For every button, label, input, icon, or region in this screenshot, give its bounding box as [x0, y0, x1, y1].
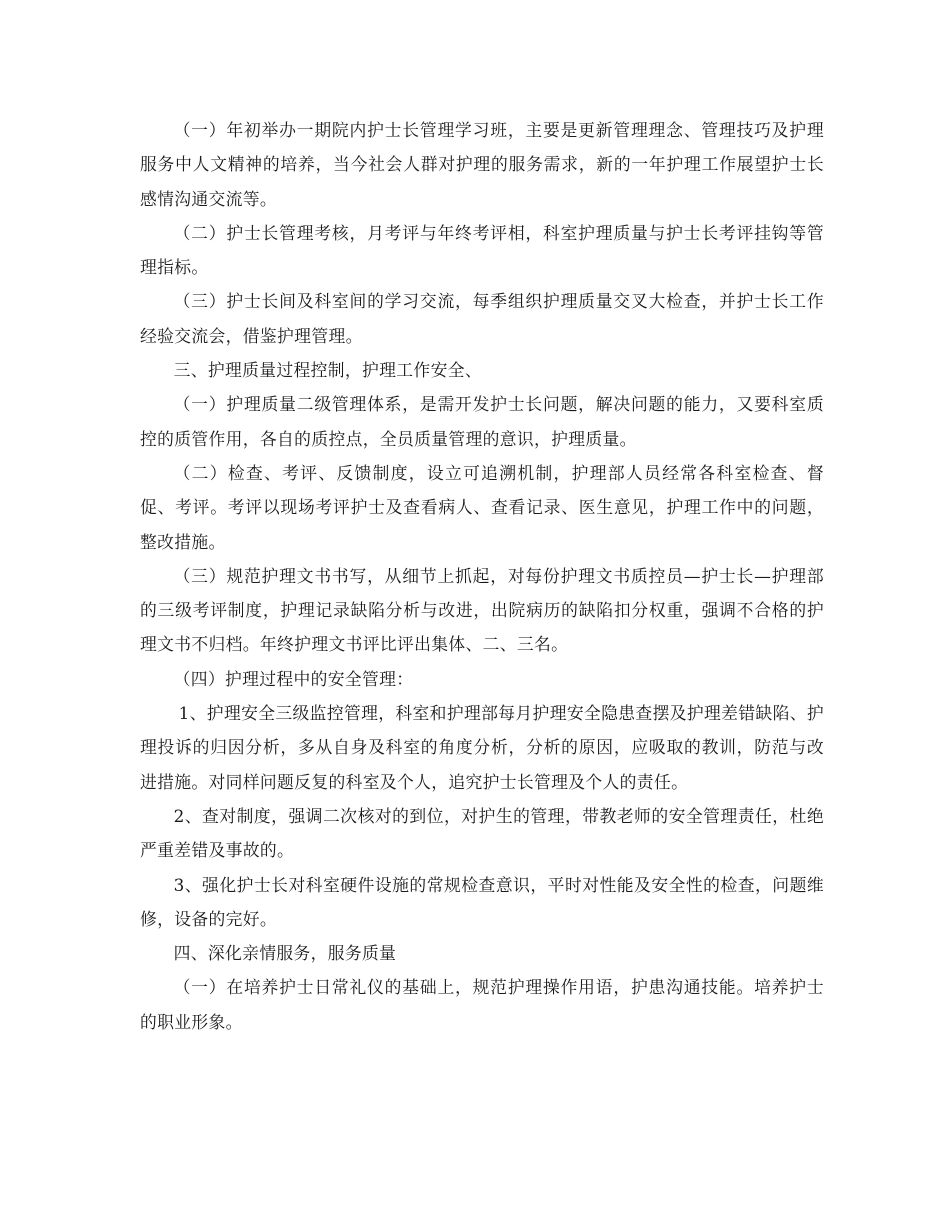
- section-heading-4: 四、深化亲情服务，服务质量: [173, 943, 397, 964]
- document-body: [140, 113, 824, 1039]
- section-heading-3: 三、护理质量过程控制，护理工作安全、: [173, 360, 482, 381]
- paragraph-7: 1、护理安全三级监控管理，科室和护理部每月护理安全隐患查摆及护理差错缺陷、护理投诉的归因分析，多从自身及科室的角度分析，分析的原因，应吸取的教训，防范与改进措施。对同样问题反复的科室及个人，追究护士长管理及个人的责任。: [140, 703, 824, 792]
- paragraph-8: 2、查对制度，强调二次核对的到位，对护生的管理，带教老师的安全管理责任，杜绝严重差错及事故的。: [140, 805, 824, 861]
- paragraph-5: （二）检查、考评、反馈制度，设立可追溯机制，护理部人员经常各科室检查、督促、考评。考评以现场考评护士及查看病人、查看记录、医生意见，护理工作中的问题，整改措施。: [140, 462, 824, 552]
- paragraph-9: 3、强化护士长对科室硬件设施的常规检查意识，平时对性能及安全性的检查，问题维修，设备的完好。: [140, 874, 824, 929]
- paragraph-1: （一）年初举办一期院内护士长管理学习班，主要是更新管理理念、管理技巧及护理服务中人文精神的培养，当今社会人群对护理的服务需求，新的一年护理工作展望护士长感情沟通交流等。: [140, 120, 824, 209]
- paragraph-6: （三）规范护理文书书写，从细节上抓起，对每份护理文书质控员—护士长—护理部的三级考评制度，护理记录缺陷分析与改进，出院病历的缺陷扣分权重，强调不合格的护理文书不归档。年终护理文书评比评出集体、二、三名。: [140, 565, 824, 655]
- paragraph-3: （三）护士长间及科室间的学习交流，每季组织护理质量交叉大检查，并护士长工作经验交流会，借鉴护理管理。: [140, 291, 824, 346]
- paragraph-4: （一）护理质量二级管理体系，是需开发护士长问题，解决问题的能力，又要科室质控的质管作用，各自的质控点，全员质量管理的意识，护理质量。: [140, 394, 824, 449]
- subsection-heading-4: （四）护理过程中的安全管理：: [173, 668, 414, 689]
- paragraph-2: （二）护士长管理考核，月考评与年终考评相，科室护理质量与护士长考评挂钩等管理指标。: [140, 222, 824, 278]
- paragraph-10: （一）在培养护士日常礼仪的基础上，规范护理操作用语，护患沟通技能。培养护士的职业形象。: [140, 977, 824, 1032]
